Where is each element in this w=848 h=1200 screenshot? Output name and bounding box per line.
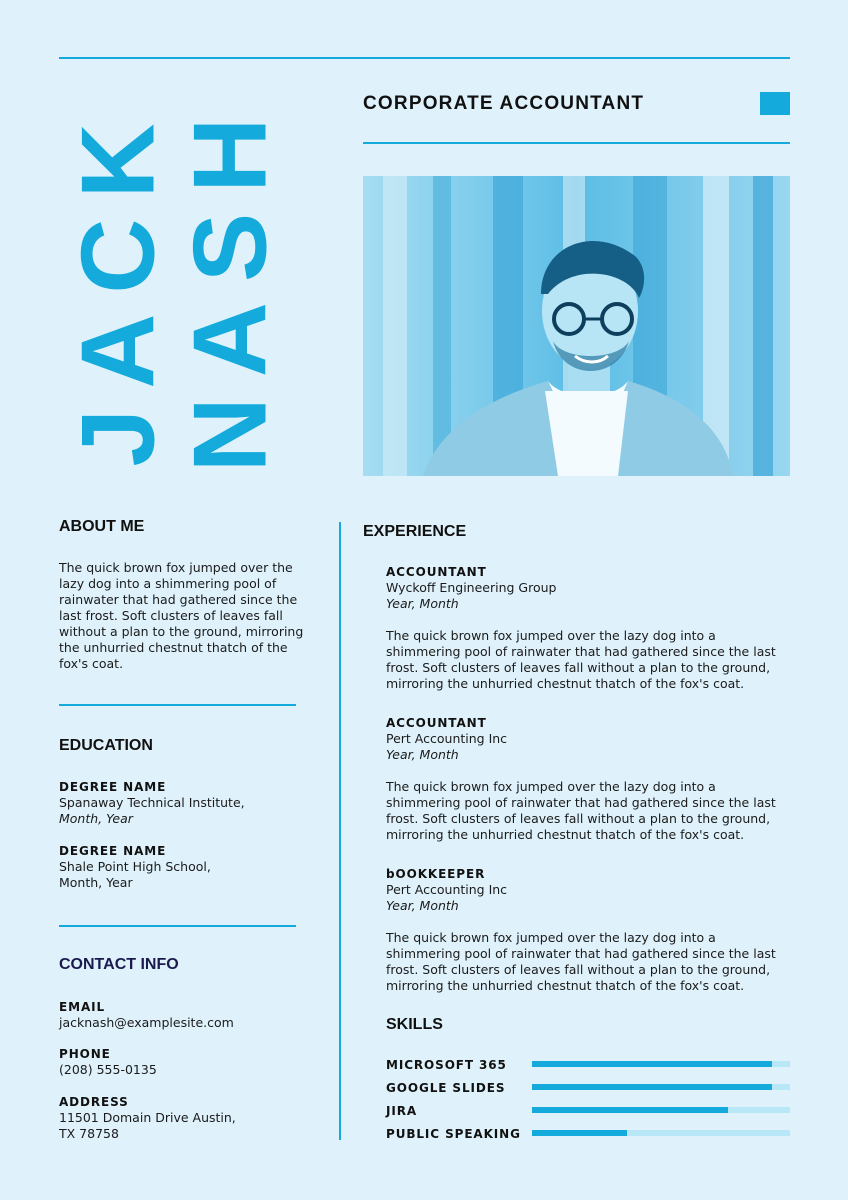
first-name: JACK [61,103,177,467]
about-rule [59,704,296,706]
about-title: ABOUT ME [59,518,145,535]
education-item [59,843,309,891]
address-line-1: 11501 Domain Drive Austin, [59,1110,236,1125]
skill-bar-fill [532,1061,772,1067]
email-value[interactable]: jacknash@examplesite.com [59,1015,234,1030]
column-divider [339,522,341,1140]
job-role: bOOKKEEPER [386,867,486,881]
skill-name: MICROSOFT 365 [386,1058,507,1072]
job-description: The quick brown fox jumped over the lazy dog into a shimmering pool of rainwater that had gathered since the last frost. Soft clusters of leaves fall without a plan to the ground, mirroring the unhurried chestnut thatch of the fox's coat. [386,779,776,842]
skill-name: GOOGLE SLIDES [386,1081,506,1095]
contact-email [59,999,319,1031]
education-rule [59,925,296,927]
job-description: The quick brown fox jumped over the lazy dog into a shimmering pool of rainwater that had gathered since the last frost. Soft clusters of leaves fall without a plan to the ground, mirroring the unhurried chestnut thatch of the fox's coat. [386,628,776,691]
skill-bar-fill [532,1084,772,1090]
phone-label: PHONE [59,1047,111,1061]
job-date: Year, Month [386,747,459,762]
job-date: Year, Month [386,898,459,913]
accent-square [760,92,790,115]
school-name: Spanaway Technical Institute, [59,795,245,810]
degree-name: DEGREE NAME [59,844,167,858]
header-rule [363,142,790,144]
skill-row [386,1103,790,1123]
skill-bar-track [532,1061,790,1067]
skill-bar-track [532,1130,790,1136]
education-date: Month, Year [59,811,133,826]
skill-bar-fill [532,1107,728,1113]
experience-item [386,564,790,692]
phone-value[interactable]: (208) 555-0135 [59,1062,157,1077]
degree-name: DEGREE NAME [59,780,167,794]
address-line-2: TX 78758 [59,1126,119,1141]
company-name: Wyckoff Engineering Group [386,580,557,595]
contact-address [59,1094,319,1142]
skill-row [386,1126,790,1146]
portrait-illustration [363,176,790,476]
last-name: NASH [172,97,288,473]
skill-name: JIRA [386,1104,418,1118]
experience-item [386,866,790,994]
skill-name: PUBLIC SPEAKING [386,1127,521,1141]
company-name: Pert Accounting Inc [386,882,508,897]
job-role: ACCOUNTANT [386,716,487,730]
top-rule [59,57,790,59]
job-date: Year, Month [386,596,459,611]
skill-row [386,1057,790,1077]
contact-phone [59,1046,319,1078]
education-date: Month, Year [59,875,133,890]
school-name: Shale Point High School, [59,859,211,874]
experience-item [386,715,790,843]
skill-bar-track [532,1107,790,1113]
education-item [59,779,309,827]
job-title: CORPORATE ACCOUNTANT [363,93,645,114]
contact-title: CONTACT INFO [59,956,179,973]
skill-bar-fill [532,1130,627,1136]
about-text: The quick brown fox jumped over the lazy dog into a shimmering pool of rainwater that had gathered since the last frost. Soft clusters of leaves fall without a plan to the ground, mirroring the unhurried chestnut thatch of the fox's coat. [59,560,304,671]
company-name: Pert Accounting Inc [386,731,508,746]
education-title: EDUCATION [59,737,153,754]
address-label: ADDRESS [59,1095,129,1109]
profile-photo [363,176,790,476]
email-label: EMAIL [59,1000,106,1014]
skills-title: SKILLS [386,1016,443,1033]
job-role: ACCOUNTANT [386,565,487,579]
experience-title: EXPERIENCE [363,523,467,540]
job-description: The quick brown fox jumped over the lazy dog into a shimmering pool of rainwater that had gathered since the last frost. Soft clusters of leaves fall without a plan to the ground, mirroring the unhurried chestnut thatch of the fox's coat. [386,930,776,993]
skill-row [386,1080,790,1100]
skill-bar-track [532,1084,790,1090]
